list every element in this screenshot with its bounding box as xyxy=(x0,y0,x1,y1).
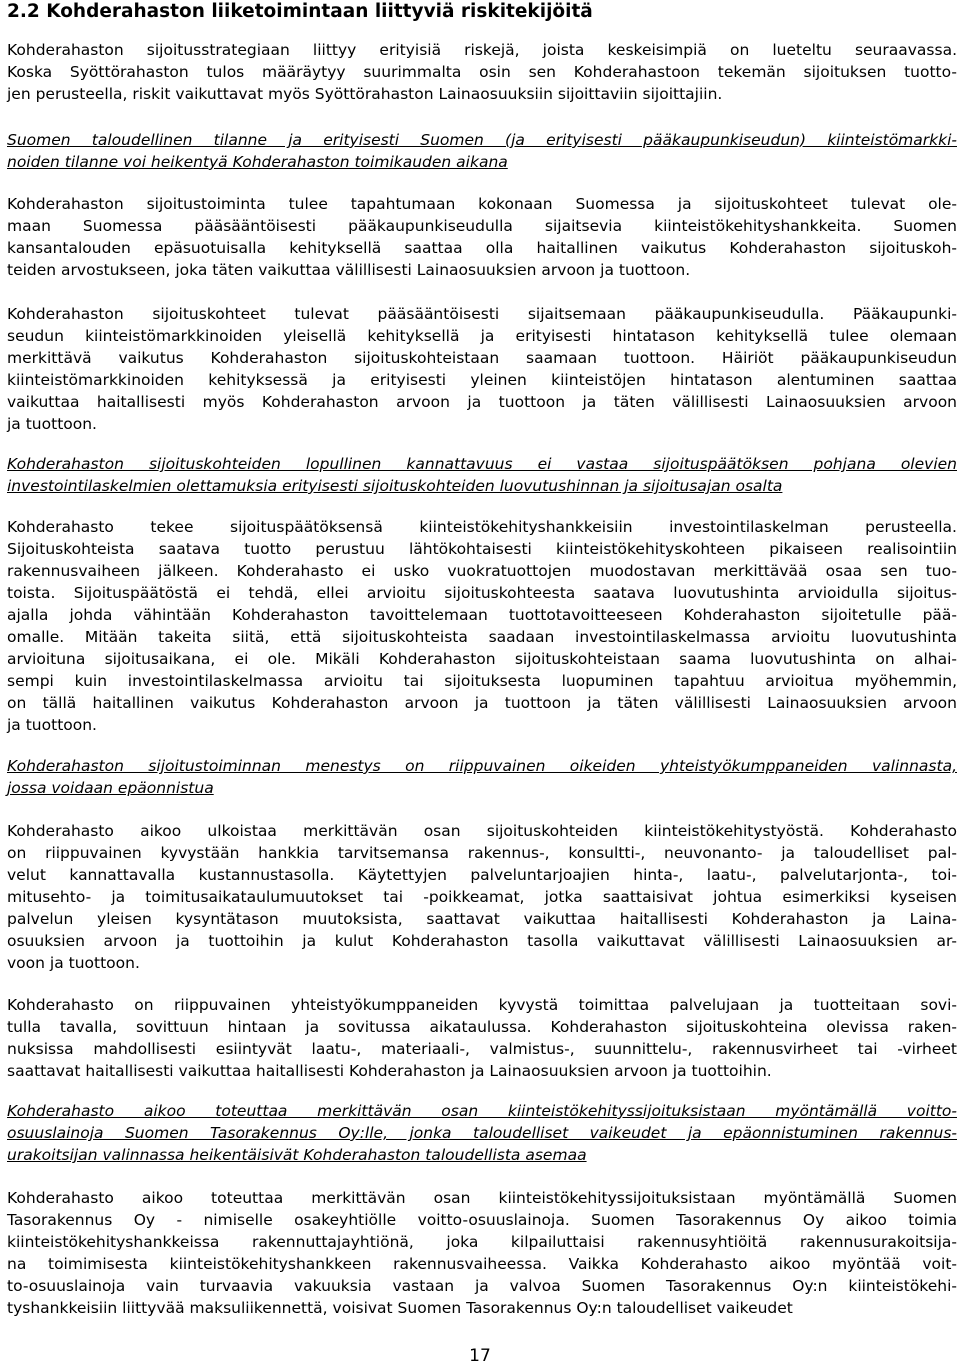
paragraph-line: saattavat haitallisesti vaikuttaa haitallisesti Kohderahaston ja Lainaosuuksien arvoon ja tuottoihin. xyxy=(7,1062,772,1080)
paragraph-line: jen perusteella, riskit vaikuttavat myös Syöttörahaston Lainaosuuksiin sijoittaviin sijoittajiin. xyxy=(7,85,723,103)
paragraph-line: Kohderahasto tekee sijoituspäätöksensä kiinteistökehityshankkeisiin investointilaskelman perusteella. xyxy=(7,518,957,536)
paragraph-line: Kohderahaston sijoituskohteet tulevat pääsääntöisesti sijaitsemaan pääkaupunkiseudulla. Pääkaupunki- xyxy=(7,305,957,323)
paragraph-line: na toimimisesta kiinteistökehityshankkeen rakennusvaiheessa. Vaikka Kohderahasto aikoo myöntää voit- xyxy=(7,1255,957,1273)
paragraph-line: on tällä haitallinen vaikutus Kohderahaston arvoon ja tuottoon ja täten välillisesti Lainaosuuksien arvoon xyxy=(7,694,957,712)
paragraph-line: kiinteistökehityshankkeissa rakennuttajayhtiönä, joka kilpailuttaisi rakennusyhtiöitä rakennusurakoitsija- xyxy=(7,1233,957,1251)
topic-heading-line: Kohderahasto aikoo toteuttaa merkittävän osan kiinteistökehityssijoituksistaan myöntämällä voitto- xyxy=(7,1102,957,1120)
paragraph xyxy=(7,994,957,1082)
topic-heading-line: noiden tilanne voi heikentyä Kohderahaston toimikauden aikana xyxy=(7,153,508,171)
paragraph-line: ajalla johda vähintään Kohderahaston tavoittelemaan tuottotavoitteeseen Kohderahaston sijoitetulle pää- xyxy=(7,606,957,624)
paragraph-line: omalle. Mitään takeita siitä, että sijoituskohteista saadaan investointilaskelmassa arvioitu luovutushinta xyxy=(7,628,957,646)
paragraph-line: toista. Sijoituspäätöstä ei tehdä, ellei arvioitu sijoituskohteesta saatava luovutushinta arvioidulla sijoitus- xyxy=(7,584,957,602)
paragraph-line: Kohderahasto aikoo toteuttaa merkittävän osan kiinteistökehityssijoituksistaan myöntämällä Suomen xyxy=(7,1189,957,1207)
paragraph xyxy=(7,303,957,435)
paragraph-line: Tasorakennus Oy - nimiselle osakeyhtiölle voitto-osuuslainoja. Suomen Tasorakennus Oy aikoo toimia xyxy=(7,1211,957,1229)
paragraph xyxy=(7,820,957,974)
topic-heading-line: Suomen taloudellinen tilanne ja erityisesti Suomen (ja erityisesti pääkaupunkiseudun) kiinteistömarkki- xyxy=(7,131,957,149)
paragraph-line: mitusehto- ja toimitusaikataulumuutokset tai -poikkeamat, jotka saattaisivat johtua esimerkiksi kyseisen xyxy=(7,888,957,906)
paragraph-line: palvelun yleisen kysyntätason muutoksista, saattavat vaikuttaa haitallisesti Kohderahaston ja Laina- xyxy=(7,910,957,928)
paragraph-line: kiinteistömarkkinoiden kehityksessä ja erityisesti yleinen kiinteistöjen hintatason alentuminen saattaa xyxy=(7,371,957,389)
topic-heading xyxy=(7,755,957,799)
paragraph xyxy=(7,193,957,281)
topic-heading xyxy=(7,129,957,173)
paragraph-line: Kohderahasto on riippuvainen yhteistyökumppaneiden kyvystä toimittaa palvelujaan ja tuotteitaan sovi- xyxy=(7,996,957,1014)
paragraph-line: tulla tavalla, sovittuun hintaan ja sovitussa aikataulussa. Kohderahaston sijoituskohteina olevissa raken- xyxy=(7,1018,957,1036)
paragraph-line: arvioituna sijoitusaikana, ei ole. Mikäli Kohderahaston sijoituskohteistaan saama luovutushinta on alhai- xyxy=(7,650,957,668)
paragraph xyxy=(7,39,957,105)
paragraph-line: maan Suomessa pääsääntöisesti pääkaupunkiseudulla sijaitsevia kiinteistökehityshankkeita. Suomen xyxy=(7,217,957,235)
paragraph xyxy=(7,1187,957,1319)
topic-heading-line: investointilaskelmien olettamuksia erityisesti sijoituskohteiden luovutushinnan ja sijoitusajan osalta xyxy=(7,477,783,495)
paragraph-line: Kohderahaston sijoitusstrategiaan liittyy erityisiä riskejä, joista keskeisimpiä on lueteltu seuraavassa. xyxy=(7,41,957,59)
topic-heading-line: osuuslainoja Suomen Tasorakennus Oy:lle, jonka taloudelliset vaikeudet ja epäonnistuminen rakennus- xyxy=(7,1124,957,1142)
paragraph-line: kansantalouden epäsuotuisalla kehityksellä saattaa olla haitallinen vaikutus Kohderahaston sijoituskoh- xyxy=(7,239,957,257)
page-number: 17 xyxy=(469,1346,491,1366)
topic-heading-line: Kohderahaston sijoituskohteiden lopullinen kannattavuus ei vastaa sijoituspäätöksen pohjana olevien xyxy=(7,455,957,473)
topic-heading-line: jossa voidaan epäonnistua xyxy=(7,779,214,797)
paragraph-line: seudun kiinteistömarkkinoiden yleisellä kehityksellä ja erityisesti hintatason kehityksellä tulee olemaan xyxy=(7,327,957,345)
paragraph-line: velut kannattavalla kustannustasolla. Käytettyjen palveluntarjoajien hinta-, laatu-, palvelutarjonta-, toi- xyxy=(7,866,957,884)
paragraph-line: osuuksien arvoon ja tuottoihin ja kulut Kohderahaston tasolla vaikuttavat välillisesti Lainaosuuksien ar- xyxy=(7,932,957,950)
topic-heading xyxy=(7,1100,957,1166)
section-heading: 2.2 Kohderahaston liiketoimintaan liittyviä riskitekijöitä xyxy=(7,1,593,22)
paragraph-line: sempi kuin investointilaskelmassa arvioitu tai sijoituksesta luopuminen tapahtuu arvioitua myöhemmin, xyxy=(7,672,957,690)
paragraph-line: on riippuvainen kyvystään hankkia tarvitsemansa rakennus-, konsultti-, neuvonanto- ja taloudelliset pal- xyxy=(7,844,957,862)
paragraph-line: ja tuottoon. xyxy=(7,415,97,433)
paragraph-line: to-osuuslainoja vain turvaavia vakuuksia vastaan ja valvoa Suomen Tasorakennus Oy:n kiinteistökehi- xyxy=(7,1277,957,1295)
paragraph-line: merkittävä vaikutus Kohderahaston sijoituskohteistaan saamaan tuottoon. Häiriöt pääkaupunkiseudun xyxy=(7,349,957,367)
paragraph-line: Koska Syöttörahaston tulos määräytyy suurimmalta osin sen Kohderahastoon tekemän sijoituksen tuotto- xyxy=(7,63,957,81)
paragraph-line: rakennusvaiheen jälkeen. Kohderahasto ei usko vuokratuottojen muodostavan merkittävää osaa sen tuo- xyxy=(7,562,957,580)
paragraph-line: Kohderahasto aikoo ulkoistaa merkittävän osan sijoituskohteiden kiinteistökehitystyöstä. Kohderahasto xyxy=(7,822,957,840)
paragraph-line: vaikuttaa haitallisesti myös Kohderahaston arvoon ja tuottoon ja täten välillisesti Lainaosuuksien arvoon xyxy=(7,393,957,411)
topic-heading-line: Kohderahaston sijoitustoiminnan menestys on riippuvainen oikeiden yhteistyökumppaneiden valinnasta, xyxy=(7,757,957,775)
topic-heading xyxy=(7,453,957,497)
paragraph-line: ja tuottoon. xyxy=(7,716,97,734)
paragraph-line: Sijoituskohteista saatava tuotto perustuu lähtökohtaisesti kiinteistökehityskohteen pikaiseen realisointiin xyxy=(7,540,957,558)
paragraph-line: teiden arvostukseen, joka täten vaikuttaa välillisesti Lainaosuuksien arvoon ja tuottoon. xyxy=(7,261,691,279)
paragraph xyxy=(7,516,957,736)
paragraph-line: nuksissa mahdollisesti esiintyvät laatu-, materiaali-, valmistus-, suunnittelu-, rakennusvirheet tai -virheet xyxy=(7,1040,957,1058)
paragraph-line: voon ja tuottoon. xyxy=(7,954,140,972)
paragraph-line: Kohderahaston sijoitustoiminta tulee tapahtumaan kokonaan Suomessa ja sijoituskohteet tulevat ole- xyxy=(7,195,957,213)
paragraph-line: tyshankkeisiin liittyvää maksuliikennettä, voisivat Suomen Tasorakennus Oy:n taloudelliset vaikeudet xyxy=(7,1299,793,1317)
topic-heading-line: urakoitsijan valinnassa heikentäisivät Kohderahaston taloudellista asemaa xyxy=(7,1146,587,1164)
